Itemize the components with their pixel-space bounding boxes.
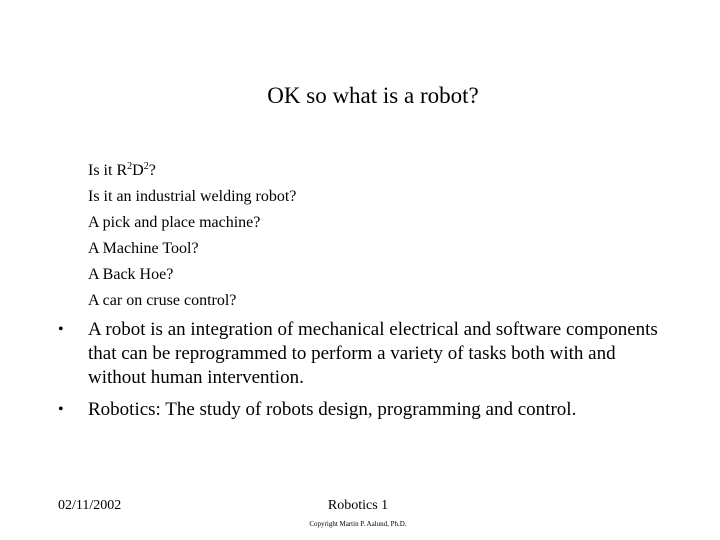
question-item: Is it an industrial welding robot? [88, 188, 297, 205]
bullet-icon: • [58, 401, 64, 418]
question-item: A car on cruse control? [88, 292, 237, 309]
bullet-list [58, 318, 658, 430]
question-item: A pick and place machine? [88, 214, 261, 231]
bullet-icon: • [58, 321, 64, 338]
footer-date: 02/11/2002 [58, 498, 122, 513]
footer-copyright: Copyright Martin P. Aalund, Ph.D. [309, 520, 407, 528]
footer-title: Robotics 1 [327, 498, 389, 513]
question-text: ? [148, 162, 156, 179]
superscript: 2 [143, 161, 149, 172]
bullet-text: Robotics: The study of robots design, programming and control. [88, 399, 577, 420]
bullet-text: A robot is an integration of mechanical electrical and software components that can be reprogrammed to perform a variety of tasks both with and without human intervention. [88, 319, 658, 388]
question-item: A Machine Tool? [88, 240, 199, 257]
bullet-item [58, 398, 658, 422]
question-text: Is it R [88, 162, 128, 179]
superscript: 2 [127, 161, 133, 172]
question-list [88, 160, 296, 316]
question-item [88, 160, 296, 186]
question-text: D [132, 162, 144, 179]
question-item: A Back Hoe? [88, 266, 174, 283]
bullet-item [58, 318, 658, 390]
slide-title: OK so what is a robot? [267, 83, 479, 108]
